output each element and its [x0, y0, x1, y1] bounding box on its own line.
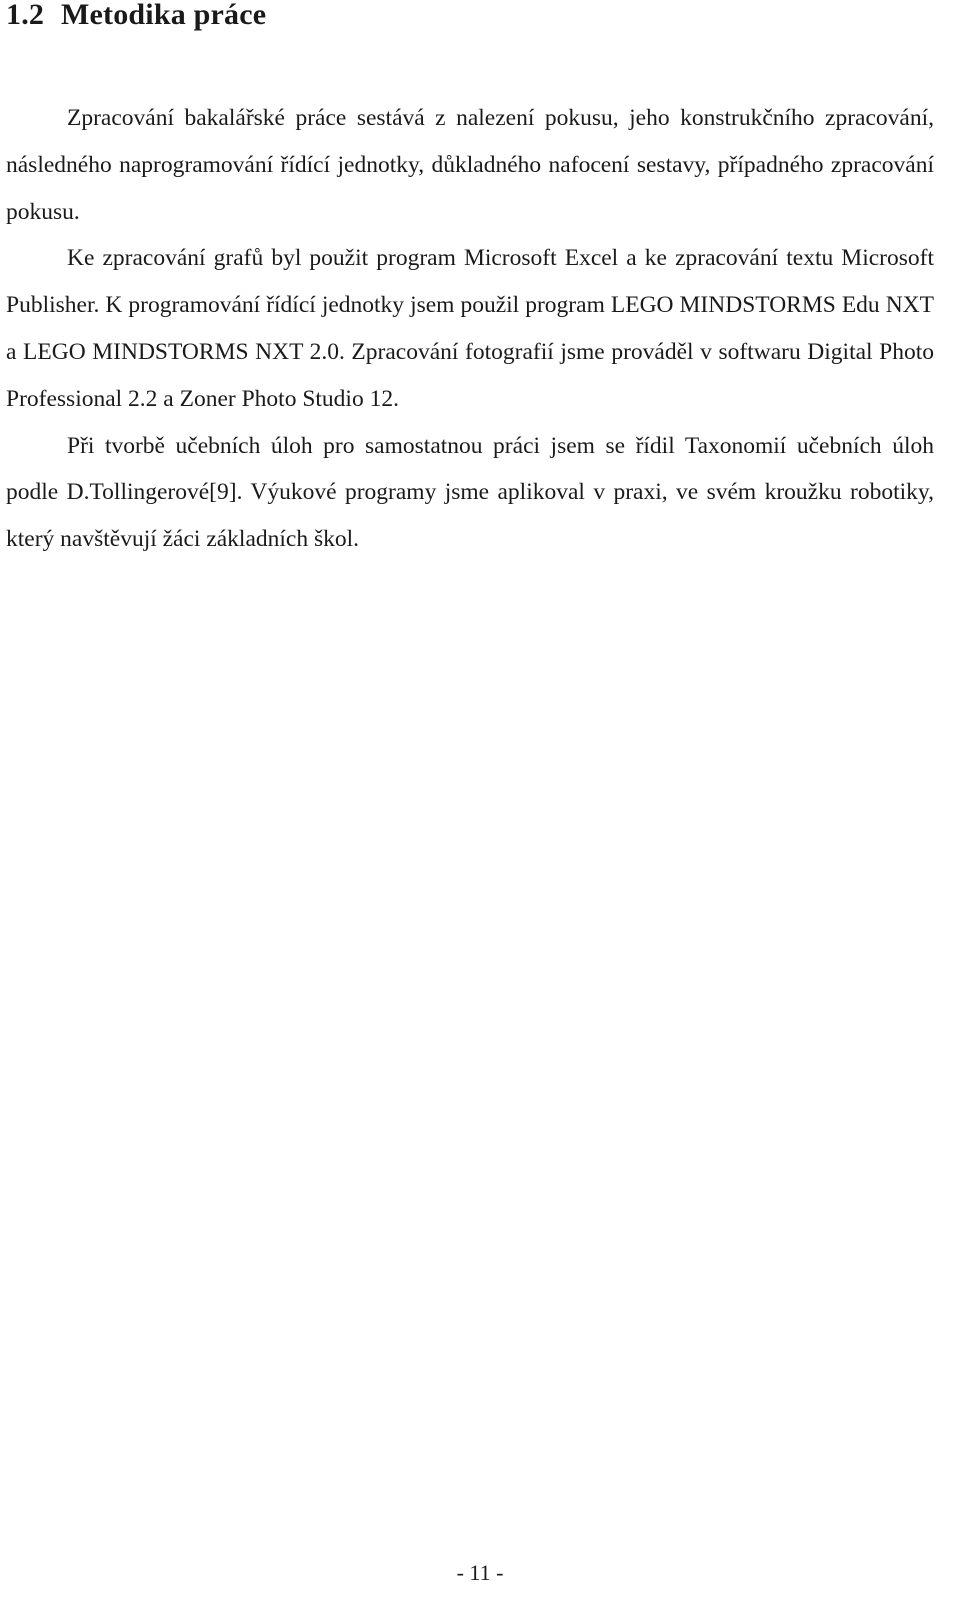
- body-text: [6, 95, 934, 563]
- paragraph: Při tvorbě učebních úloh pro samostatnou práci jsem se řídil Taxonomií učebních úloh podle D.Tollingerové[9]. Výukové programy jsme aplikoval v praxi, ve svém kroužku robotiky, který navštěvují žáci základních škol.: [6, 432, 934, 553]
- section-title: Metodika práce: [61, 0, 267, 31]
- section-heading: [6, 0, 266, 32]
- page-number: - 11 -: [456, 1560, 504, 1585]
- paragraph: Ke zpracování grafů byl použit program Microsoft Excel a ke zpracování textu Microsoft Publisher. K programování řídící jednotky jsem použil program LEGO MINDSTORMS Edu NXT a LEGO MINDSTORMS NXT 2.0. Zpracování fotografií jsme prováděl v softwaru Digital Photo Professional 2.2 a Zoner Photo Studio 12.: [6, 245, 934, 412]
- section-number: 1.2: [6, 0, 45, 31]
- paragraph: Zpracování bakalářské práce sestává z nalezení pokusu, jeho konstrukčního zpracování, následného naprogramování řídící jednotky, důkladného nafocení sestavy, případného zpracování pokusu.: [6, 105, 934, 225]
